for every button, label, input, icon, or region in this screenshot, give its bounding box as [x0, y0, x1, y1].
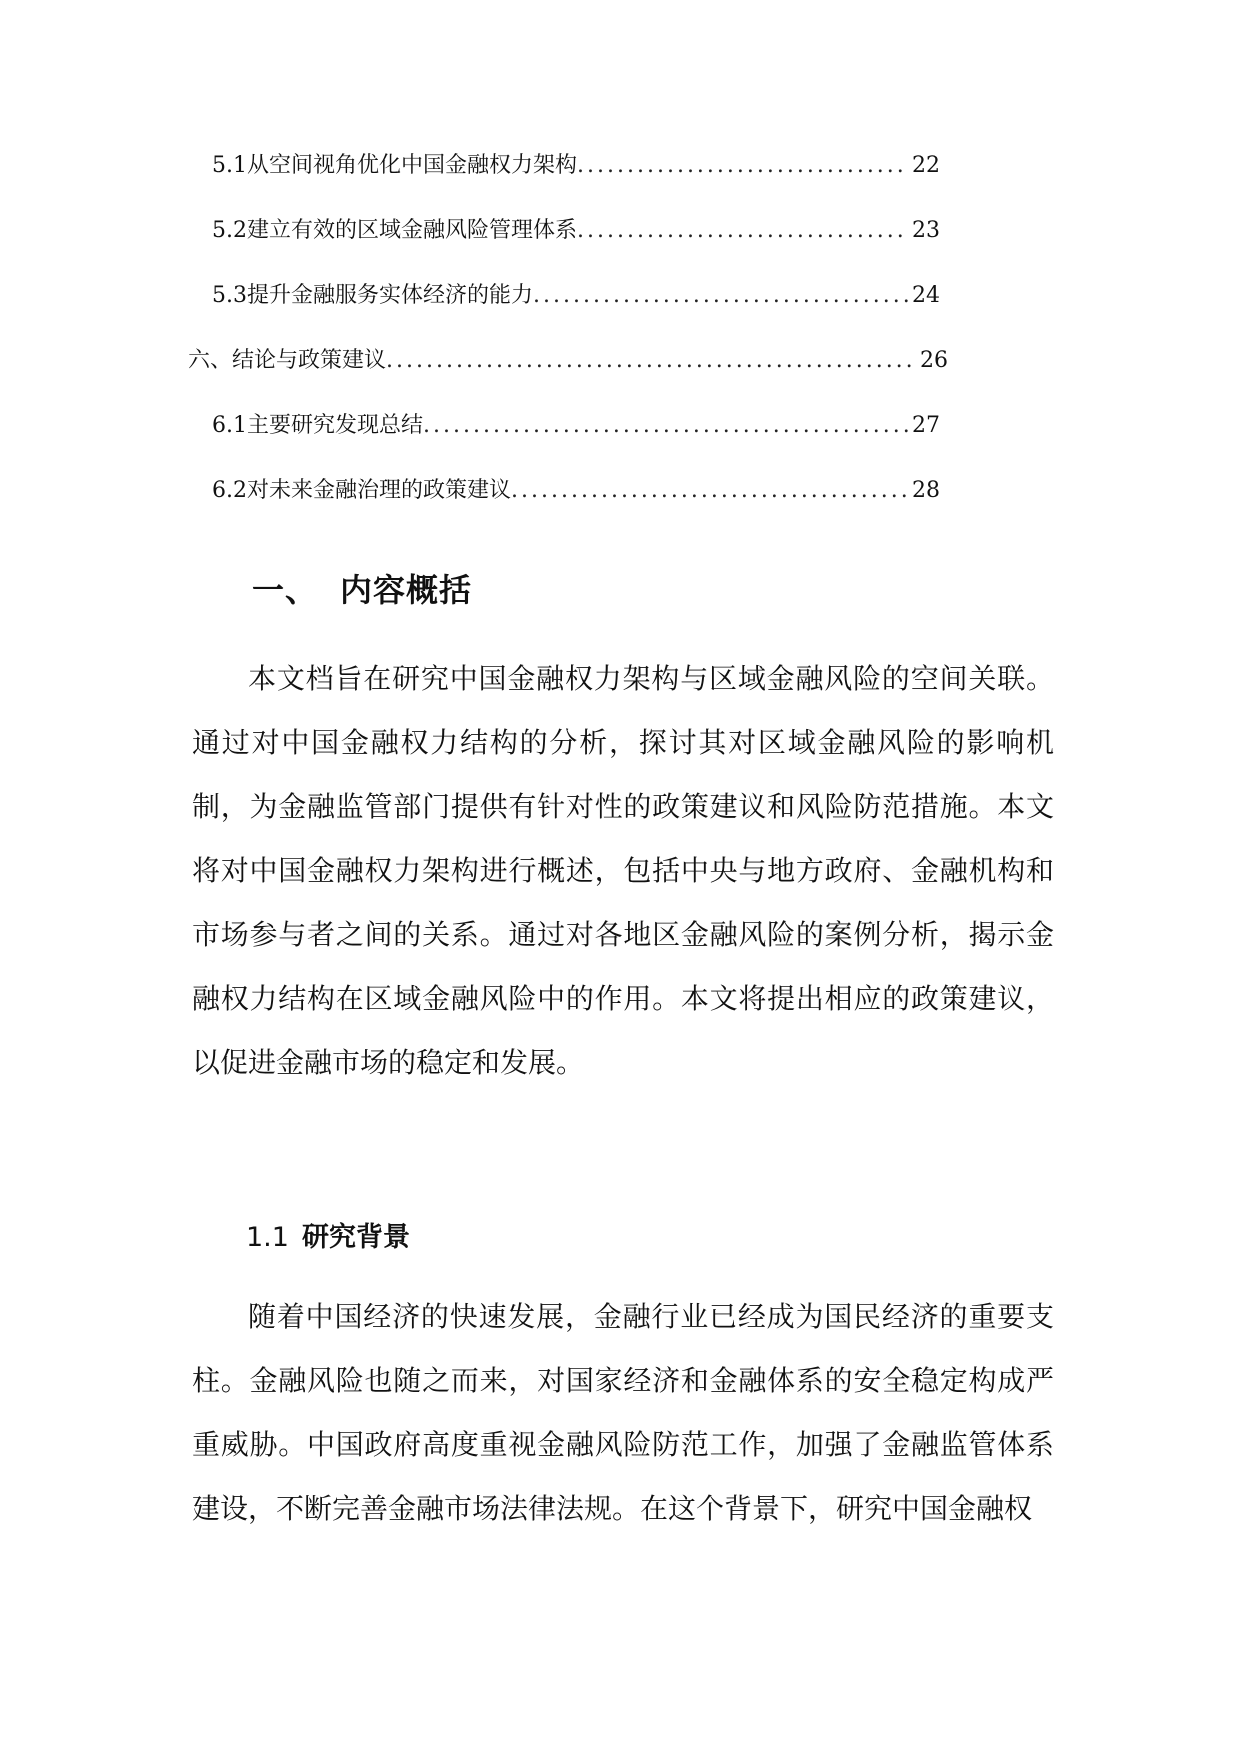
toc-entry[interactable] — [212, 211, 940, 251]
toc-entry-number: 6.1 — [212, 413, 247, 438]
toc-dot-leader — [511, 471, 908, 511]
toc-entry-page: 24 — [912, 283, 940, 308]
toc-entry-title: 建立有效的区域金融风险管理体系 — [247, 218, 578, 243]
toc-entry-number: 5.1 — [212, 153, 247, 178]
toc-entry-page: 28 — [912, 478, 940, 503]
toc-entry-number: 6.2 — [212, 478, 247, 503]
toc-entry-page: 26 — [920, 348, 948, 373]
toc-entry[interactable] — [212, 471, 940, 511]
toc-entry-title: 提升金融服务实体经济的能力 — [247, 283, 534, 308]
toc-entry-number: 5.3 — [212, 283, 247, 308]
subsection-body-paragraph: 随着中国经济的快速发展，金融行业已经成为国民经济的重要支柱。金融风险也随之而来，对国家经济和金融体系的安全稳定构成严重威胁。中国政府高度重视金融风险防范工作，加强了金融监管体系建设，不断完善金融市场法律法规。在这个背景下，研究中国金融权 — [192, 1300, 1054, 1525]
toc-entry-title: 结论与政策建议 — [232, 348, 387, 373]
toc-entry-title: 对未来金融治理的政策建议 — [247, 478, 512, 503]
toc-entry-number: 5.2 — [212, 218, 247, 243]
subsection-number: 1.1 — [246, 1222, 289, 1253]
toc-entry[interactable] — [188, 341, 948, 381]
section-heading — [252, 565, 472, 611]
toc-entry[interactable] — [212, 406, 940, 446]
toc-entry-title: 从空间视角优化中国金融权力架构 — [247, 153, 578, 178]
toc-entry[interactable] — [212, 146, 940, 186]
toc-entry-page: 27 — [912, 413, 940, 438]
section-number: 一、 — [252, 571, 319, 609]
toc-entry-number: 六、 — [188, 348, 233, 373]
toc-dot-leader — [577, 146, 908, 186]
toc-dot-leader — [386, 341, 916, 381]
toc-dot-leader — [577, 211, 908, 251]
subsection-title: 研究背景 — [302, 1222, 410, 1253]
toc-dot-leader — [533, 276, 908, 316]
section-title: 内容概括 — [340, 571, 473, 609]
section-body-paragraph: 本文档旨在研究中国金融权力架构与区域金融风险的空间关联。通过对中国金融权力结构的分析，探讨其对区域金融风险的影响机制，为金融监管部门提供有针对性的政策建议和风险防范措施。本文将对中国金融权力架构进行概述，包括中央与地方政府、金融机构和市场参与者之间的关系。通过对各地区金融风险的案例分析，揭示金融权力结构在区域金融风险中的作用。本文将提出相应的政策建议，以促进金融市场的稳定和发展。 — [192, 662, 1054, 1079]
toc-entry-page: 23 — [912, 218, 940, 243]
toc-dot-leader — [423, 406, 908, 446]
toc-entry-page: 22 — [912, 153, 940, 178]
subsection-heading — [246, 1215, 410, 1254]
toc-entry[interactable] — [212, 276, 940, 316]
toc-entry-title: 主要研究发现总结 — [247, 413, 424, 438]
